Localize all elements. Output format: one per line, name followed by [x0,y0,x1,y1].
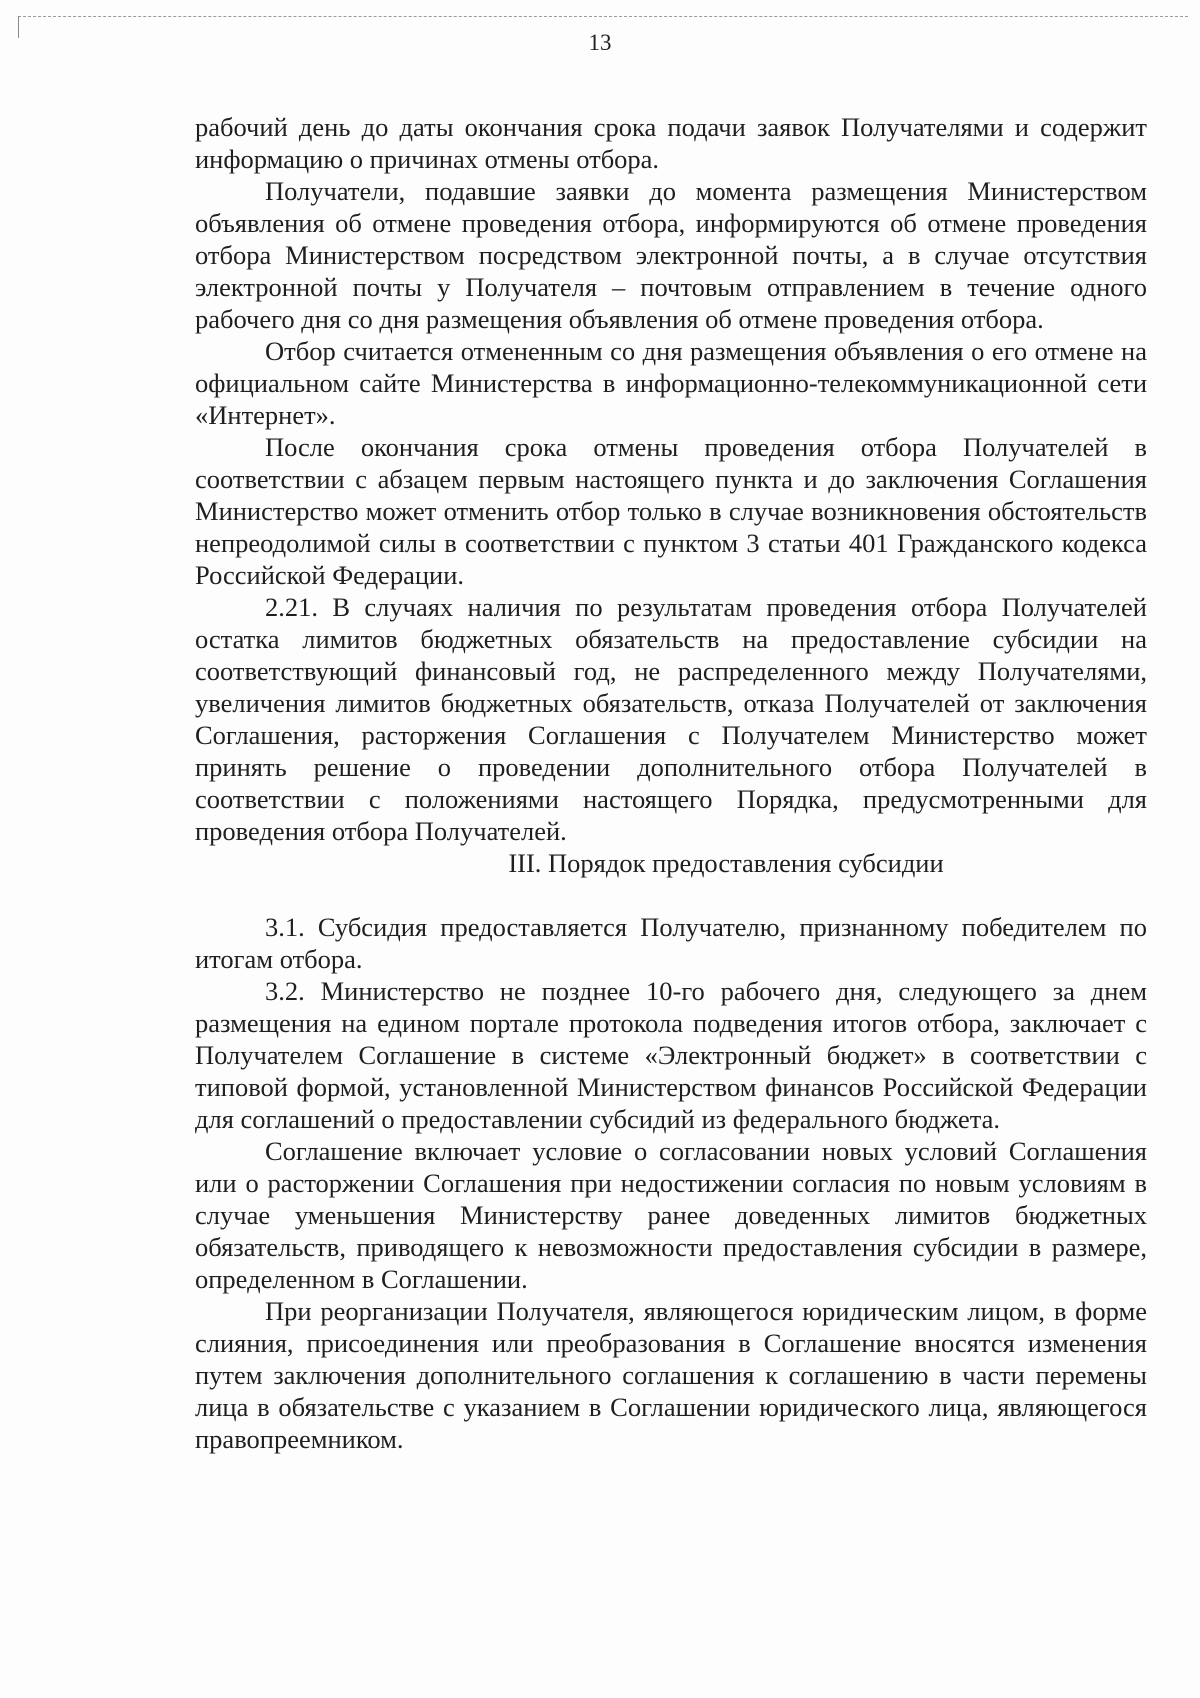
spacer [195,879,1147,911]
section-heading: III. Порядок предоставления субсидии [508,848,944,878]
paragraph: При реорганизации Получателя, являющегося юридическим лицом, в форме слияния, присоединения или преобразования в Соглашение вносятся изменения путем заключения дополнительного соглашения к соглашению в части перемены лица в обязательстве с указанием в Соглашении юридического лица, являющегося правопреемником. [195,1296,1147,1454]
paragraph-3-1: 3.1. Субсидия предоставляется Получателю, признанному победителем по итогам отбора. [195,912,1147,974]
paragraph: рабочий день до даты окончания срока подачи заявок Получателями и содержит информацию о причинах отмены отбора. [195,112,1147,174]
page-number: 13 [588,30,612,55]
paragraph: Соглашение включает условие о согласовании новых условий Соглашения или о расторжении Соглашения при недостижении согласия по новым условиям в случае уменьшения Министерству ранее доведенных лимитов бюджетных обязательств, приводящего к невозможности предоставления субсидии в размере, определенном в Соглашении. [195,1136,1147,1294]
scan-top-edge [18,16,1188,17]
paragraph-2-21: 2.21. В случаях наличия по результатам проведения отбора Получателей остатка лимитов бюджетных обязательств на предоставление субсидии на соответствующий финансовый год, не распределенного между Получателями, увеличения лимитов бюджетных обязательств, отказа Получателей от заключения Соглашения, расторжения Соглашения с Получателем Министерство может принять решение о проведении дополнительного отбора Получателей в соответствии с положениями настоящего Порядка, предусмотренными для проведения отбора Получателей. [195,592,1147,846]
paragraph-3-2: 3.2. Министерство не позднее 10-го рабочего дня, следующего за днем размещения на едином портале протокола подведения итогов отбора, заключает с Получателем Соглашение в системе «Электронный бюджет» в соответствии с типовой формой, установленной Министерством финансов Российской Федерации для соглашений о предоставлении субсидий из федерального бюджета. [195,976,1147,1134]
paragraph: Отбор считается отмененным со дня размещения объявления о его отмене на официальном сайте Министерства в информационно-телекоммуникационной сети «Интернет». [195,336,1147,430]
document-body [195,111,1147,1455]
paragraph: После окончания срока отмены проведения отбора Получателей в соответствии с абзацем первым настоящего пункта и до заключения Соглашения Министерство может отменить отбор только в случае возникновения обстоятельств непреодолимой силы в соответствии с пунктом 3 статьи 401 Гражданского кодекса Российской Федерации. [195,432,1147,590]
paragraph: Получатели, подавшие заявки до момента размещения Министерством объявления об отмене проведения отбора, информируются об отмене проведения отбора Министерством посредством электронной почты, а в случае отсутствия электронной почты у Получателя – почтовым отправлением в течение одного рабочего дня со дня размещения объявления об отмене проведения отбора. [195,176,1147,334]
